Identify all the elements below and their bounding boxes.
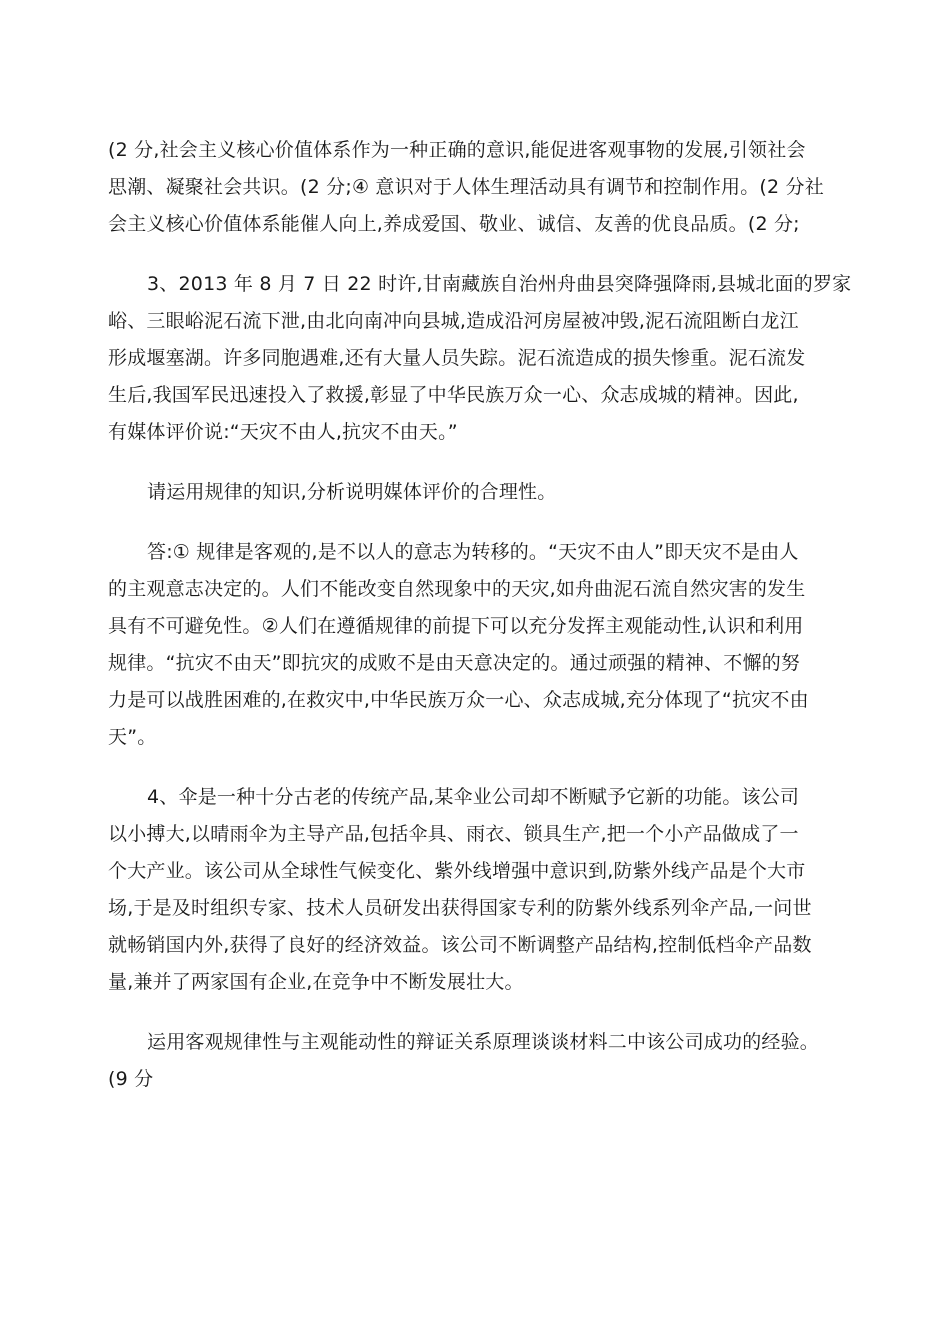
paragraph-4-line-2: 的主观意志决定的。人们不能改变自然现象中的天灾,如舟曲泥石流自然灾害的发生 (108, 578, 806, 600)
paragraph-4-line-5: 力是可以战胜困难的,在救灾中,中华民族万众一心、众志成城,充分体现了“抗灾不由 (108, 689, 809, 711)
paragraph-5-line-5: 就畅销国内外,获得了良好的经济效益。该公司不断调整产品结构,控制低档伞产品数 (108, 934, 812, 956)
paragraph-3-line-1: 请运用规律的知识,分析说明媒体评价的合理性。 (147, 481, 557, 503)
paragraph-5-line-6: 量,兼并了两家国有企业,在竞争中不断发展壮大。 (108, 971, 524, 993)
paragraph-4-line-1: 答:① 规律是客观的,是不以人的意志为转移的。“天灾不由人”即天灾不是由人 (147, 541, 799, 563)
paragraph-5-line-1: 4、伞是一种十分古老的传统产品,某伞业公司却不断赋予它新的功能。该公司 (147, 786, 800, 808)
paragraph-4-line-6: 天”。 (108, 726, 157, 748)
paragraph-5-line-2: 以小搏大,以晴雨伞为主导产品,包括伞具、雨衣、锁具生产,把一个小产品做成了一 (108, 823, 799, 845)
paragraph-2-line-3: 形成堰塞湖。许多同胞遇难,还有大量人员失踪。泥石流造成的损失惨重。泥石流发 (108, 347, 806, 369)
paragraph-6-line-1: 运用客观规律性与主观能动性的辩证关系原理谈谈材料二中该公司成功的经验。 (147, 1031, 820, 1053)
paragraph-2-line-1: 3、2013 年 8 月 7 日 22 时许,甘南藏族自治州舟曲县突降强降雨,县城北面的罗家 (147, 273, 852, 295)
paragraph-2-line-5: 有媒体评价说:“天灾不由人,抗灾不由天。” (108, 421, 458, 443)
paragraph-2-line-4: 生后,我国军民迅速投入了救援,彰显了中华民族万众一心、众志成城的精神。因此, (108, 384, 799, 406)
paragraph-6-line-2: (9 分 (108, 1068, 154, 1090)
paragraph-1-line-3: 会主义核心价值体系能催人向上,养成爱国、敬业、诚信、友善的优良品质。(2 分; (108, 213, 800, 235)
paragraph-5-line-4: 场,于是及时组织专家、技术人员研发出获得国家专利的防紫外线系列伞产品,一问世 (108, 897, 812, 919)
paragraph-4-line-4: 规律。“抗灾不由天”即抗灾的成败不是由天意决定的。通过顽强的精神、不懈的努 (108, 652, 801, 674)
paragraph-1-line-1: (2 分,社会主义核心价值体系作为一种正确的意识,能促进客观事物的发展,引领社会 (108, 139, 806, 161)
paragraph-1-line-2: 思潮、凝聚社会共识。(2 分;④ 意识对于人体生理活动具有调节和控制作用。(2 分社 (108, 176, 824, 198)
paragraph-5-line-3: 个大产业。该公司从全球性气候变化、紫外线增强中意识到,防紫外线产品是个大市 (108, 860, 806, 882)
paragraph-4-line-3: 具有不可避免性。②人们在遵循规律的前提下可以充分发挥主观能动性,认识和利用 (108, 615, 804, 637)
paragraph-2-line-2: 峪、三眼峪泥石流下泄,由北向南冲向县城,造成沿河房屋被冲毁,泥石流阻断白龙江 (108, 310, 799, 332)
